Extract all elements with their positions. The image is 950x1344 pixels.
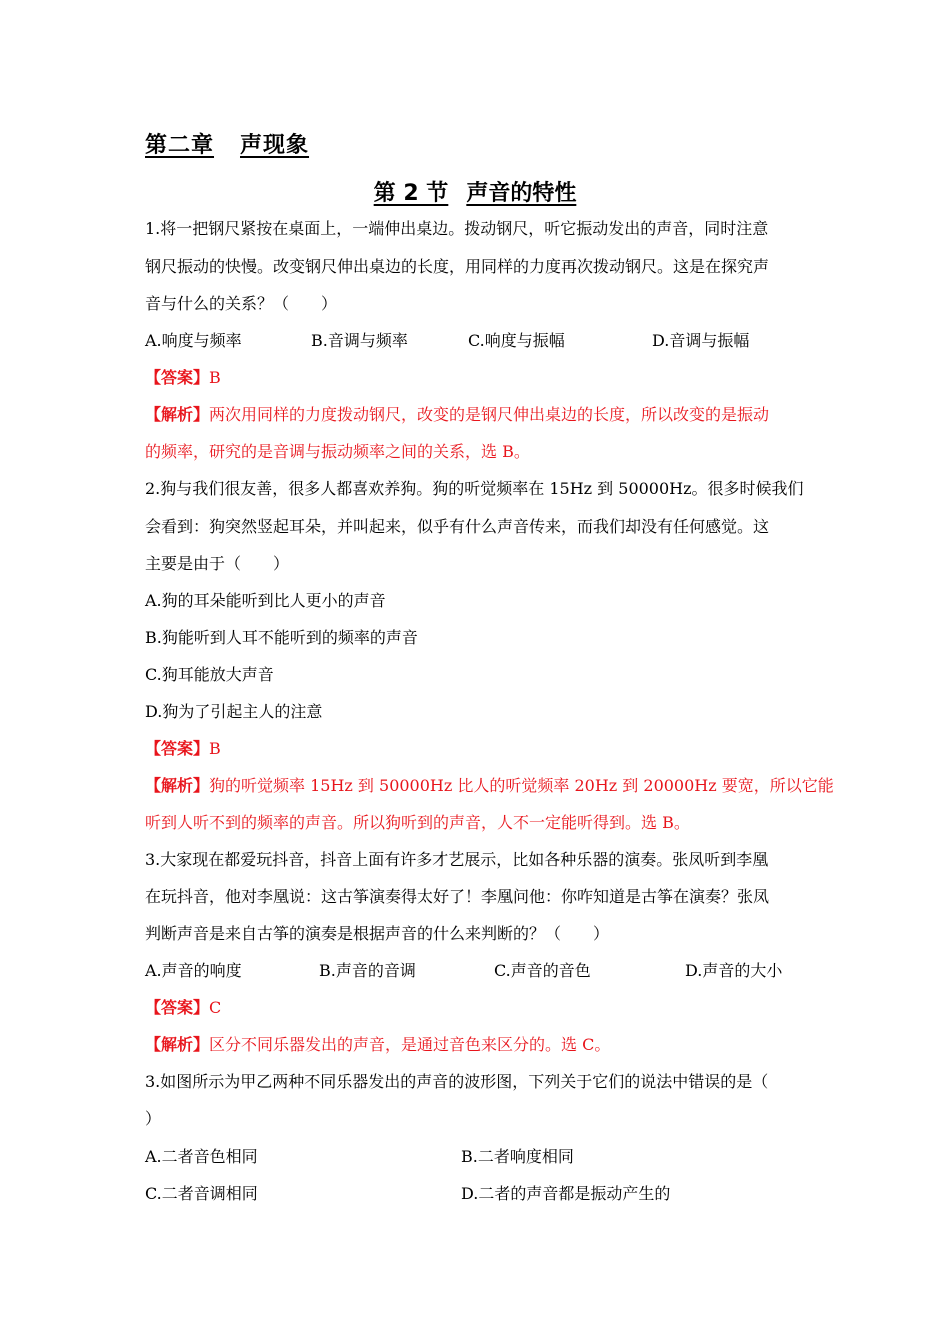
q3-answer: 【答案】C bbox=[145, 998, 222, 1017]
q4-stem-line: ） bbox=[145, 1109, 162, 1128]
q2-option-d: D.狗为了引起主人的注意 bbox=[145, 702, 323, 721]
q2-option-b: B.狗能听到人耳不能听到的频率的声音 bbox=[145, 628, 418, 647]
q4-option-a: A.二者音色相同 bbox=[145, 1147, 258, 1166]
q2-stem-line: 会看到：狗突然竖起耳朵，并叫起来，似乎有什么声音传来，而我们却没有任何感觉。这 bbox=[145, 517, 770, 536]
q2-analysis: 【解析】狗的听觉频率 15Hz 到 50000Hz 比人的听觉频率 20Hz 到 20000Hz 要宽，所以它能 bbox=[145, 776, 834, 795]
q2-stem-line: 主要是由于（ ） bbox=[145, 554, 290, 573]
q3-option-a: A.声音的响度 bbox=[145, 961, 242, 980]
q1-analysis: 【解析】两次用同样的力度拨动钢尺，改变的是钢尺伸出桌边的长度，所以改变的是振动 bbox=[145, 405, 770, 424]
q2-analysis-line: 听到人听不到的频率的声音。所以狗听到的声音，人不一定能听得到。选 B。 bbox=[145, 813, 690, 832]
q2-option-c: C.狗耳能放大声音 bbox=[145, 665, 274, 684]
section-heading: 第 2 节 声音的特性 bbox=[373, 181, 577, 206]
q4-option-c: C.二者音调相同 bbox=[145, 1184, 258, 1203]
q3-option-d: D.声音的大小 bbox=[685, 961, 783, 980]
chapter-heading: 第二章 声现象 bbox=[145, 133, 310, 158]
q1-stem-line: 钢尺振动的快慢。改变钢尺伸出桌边的长度，用同样的力度再次拨动钢尺。这是在探究声 bbox=[145, 257, 770, 276]
q3-stem-line: 3.大家现在都爱玩抖音，抖音上面有许多才艺展示，比如各种乐器的演奏。张凤听到李凰 bbox=[145, 850, 769, 869]
q3-analysis: 【解析】区分不同乐器发出的声音，是通过音色来区分的。选 C。 bbox=[145, 1035, 611, 1054]
q1-option-b: B.音调与频率 bbox=[311, 331, 408, 350]
q1-stem-line: 1.将一把钢尺紧按在桌面上，一端伸出桌边。拨动钢尺，听它振动发出的声音，同时注意 bbox=[145, 219, 769, 238]
q3-option-c: C.声音的音色 bbox=[494, 961, 591, 980]
q2-option-a: A.狗的耳朵能听到比人更小的声音 bbox=[145, 591, 386, 610]
q1-analysis-line: 的频率，研究的是音调与振动频率之间的关系，选 B。 bbox=[145, 442, 530, 461]
q3-option-b: B.声音的音调 bbox=[319, 961, 416, 980]
q1-option-a: A.响度与频率 bbox=[145, 331, 242, 350]
q2-answer: 【答案】B bbox=[145, 739, 221, 758]
q3-stem-line: 在玩抖音，他对李凰说：这古筝演奏得太好了！李凰问他：你咋知道是古筝在演奏？张凤 bbox=[145, 887, 770, 906]
q1-stem-line: 音与什么的关系？（ ） bbox=[145, 294, 338, 313]
q4-option-d: D.二者的声音都是振动产生的 bbox=[461, 1184, 671, 1203]
q1-option-c: C.响度与振幅 bbox=[468, 331, 565, 350]
q1-option-d: D.音调与振幅 bbox=[652, 331, 750, 350]
q2-stem-line: 2.狗与我们很友善，很多人都喜欢养狗。狗的听觉频率在 15Hz 到 50000Hz。很多时候我们 bbox=[145, 479, 804, 498]
q4-stem-line: 3.如图所示为甲乙两种不同乐器发出的声音的波形图，下列关于它们的说法中错误的是（ bbox=[145, 1072, 769, 1091]
q3-stem-line: 判断声音是来自古筝的演奏是根据声音的什么来判断的？（ ） bbox=[145, 924, 610, 943]
q4-option-b: B.二者响度相同 bbox=[461, 1147, 574, 1166]
q1-answer: 【答案】B bbox=[145, 368, 221, 387]
